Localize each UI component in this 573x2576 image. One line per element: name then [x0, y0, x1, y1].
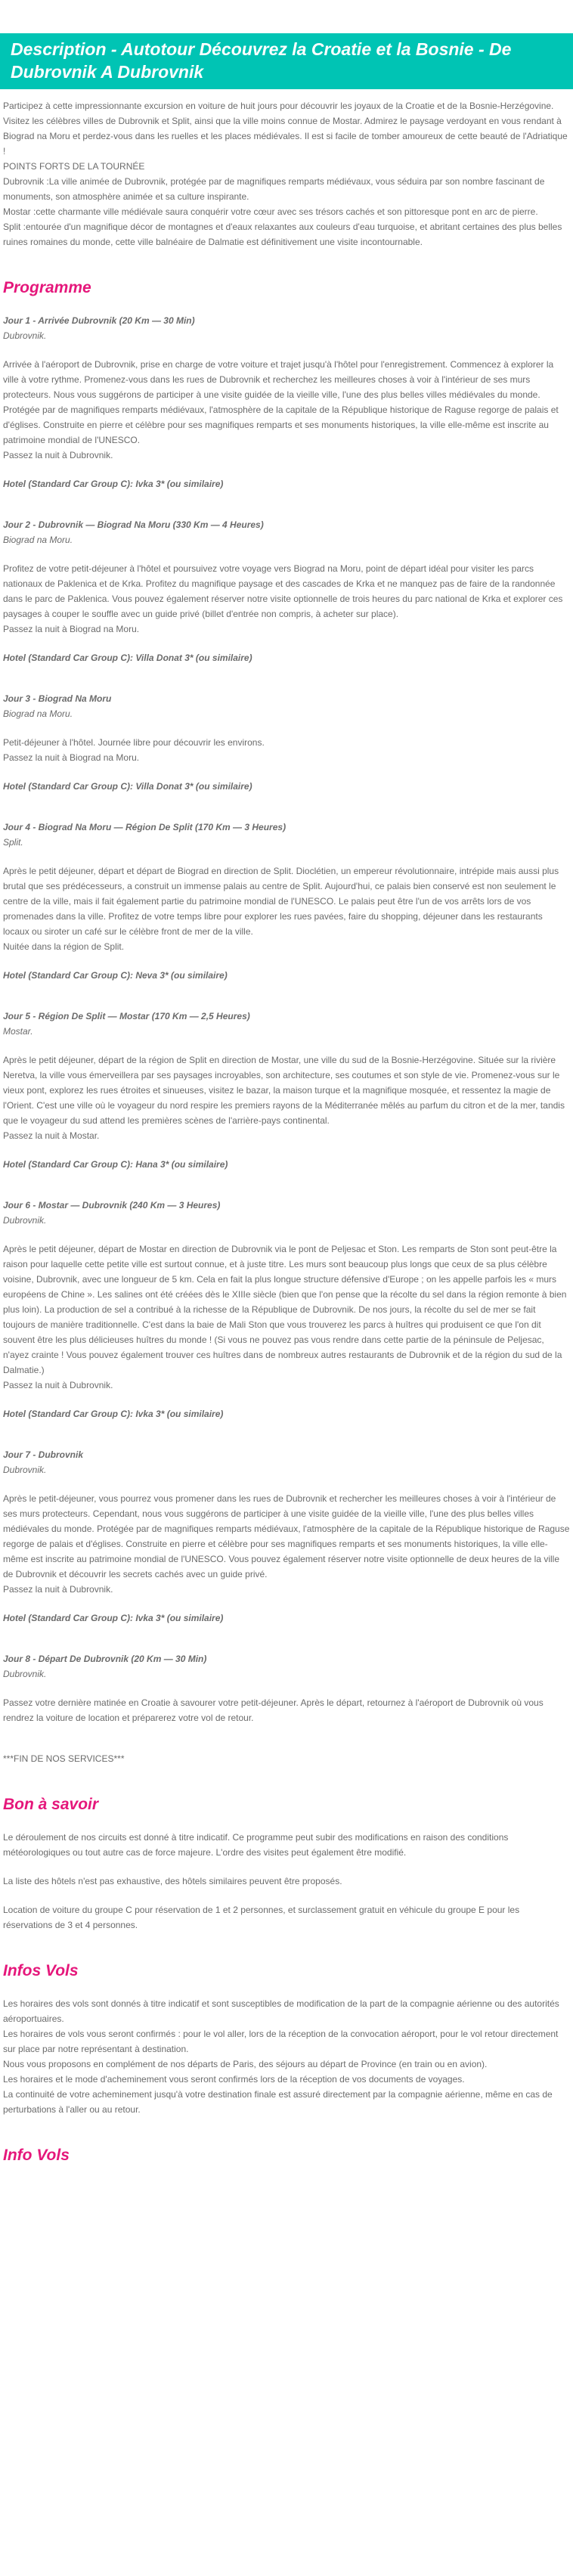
day-description [3, 1491, 570, 1597]
end-of-services-note: ***FIN DE NOS SERVICES*** [3, 1753, 125, 1764]
day-paragraph: Passez la nuit à Mostar. [3, 1130, 100, 1141]
day-title: Jour 4 - Biograd Na Moru — Région De Split (170 Km — 3 Heures) [3, 822, 286, 832]
day-description [3, 561, 570, 637]
day-location: Dubrovnik. [3, 1669, 47, 1679]
day-block [3, 1198, 570, 1421]
day-paragraph: Après le petit déjeuner, départ de la région de Split en direction de Mostar, une ville du sud de la Bosnie-Herzégovine. Située sur la rivière Neretva, la ville vous émerveillera par ses paysages incroyables, son architecture, ses coutumes et son style de vie. Promenez-vous sur le vieux pont, explorez les rues étroites et sinueuses, visitez le bazar, la maison turque et la magnifique mosquée, et ressentez la magie de l'Orient. C'est une ville où le voyageur du nord respire les premiers rayons de la Méditerranée mêlés au parfum du citron et de la mer, tandis que le voyageur du sud attend les premières scènes de l'arrière-pays continental. [3, 1055, 565, 1126]
day-location: Split. [3, 837, 23, 848]
infos-vols-section [3, 1996, 570, 2117]
day-block [3, 313, 570, 491]
day-description [3, 735, 570, 765]
day-title: Jour 5 - Région De Split — Mostar (170 Km — 2,5 Heures) [3, 1011, 250, 1021]
day-block [3, 517, 570, 665]
day-block [3, 1447, 570, 1626]
intro-highlight-split: Split :entourée d'un magnifique décor de montagnes et d'eaux relaxantes aux couleurs d'eau turquoise, et abritant certaines des plus belles ruines romaines du monde, cette ville balnéaire de Dalmatie est définitivement une visite incontournable. [3, 222, 562, 247]
day-paragraph: Passez votre dernière matinée en Croatie à savourer votre petit-déjeuner. Après le départ, retournez à l'aéroport de Dubrovnik où vous rendrez la voiture de location et préparerez votre vol de retour. [3, 1697, 544, 1723]
day-block [3, 1009, 570, 1172]
programme-days [3, 313, 570, 1725]
day-paragraph: Nuitée dans la région de Split. [3, 941, 125, 952]
day-location: Biograd na Moru. [3, 708, 73, 719]
infos-vols-paragraph: La continuité de votre acheminement jusqu'à votre destination finale est assuré directement par la compagnie aérienne, même en cas de perturbations à l'aller ou au retour. [3, 2089, 553, 2115]
intro-highlights-heading: POINTS FORTS DE LA TOURNÉE [3, 161, 145, 172]
day-block [3, 1651, 570, 1725]
day-paragraph: Profitez de votre petit-déjeuner à l'hôtel et poursuivez votre voyage vers Biograd na Moru, point de départ idéal pour visiter les parcs nationaux de Paklenica et de Krka. Profitez du magnifique paysage et des cascades de Krka et ne manquez pas de faire de la randonnée dans le parc de Paklenica. Vous pouvez également réserver notre visite optionnelle de trois heures du parc national de Krka et explorer ces paysages à couper le souffle avec un guide privé (billet d'entrée non compris, à acheter sur place). [3, 563, 563, 619]
intro-paragraph: Participez à cette impressionnante excursion en voiture de huit jours pour découvrir les joyaux de la Croatie et de la Bosnie-Herzégovine. Visitez les célèbres villes de Dubrovnik et Split, ainsi que la ville moins connue de Mostar. Admirez le paysage verdoyant en vous rendant à Biograd na Moru et perdez-vous dans les ruelles et les places médiévales. Il est si facile de tomber amoureux de cette beauté de l'Adriatique ! [3, 101, 568, 157]
day-paragraph: Petit-déjeuner à l'hôtel. Journée libre pour découvrir les environs. [3, 737, 265, 748]
day-description [3, 1695, 570, 1725]
intro-highlight-mostar: Mostar :cette charmante ville médiévale saura conquérir votre cœur avec ses trésors cachés et son pittoresque pont en arc de pierre. [3, 206, 538, 217]
day-paragraph: Arrivée à l'aéroport de Dubrovnik, prise en charge de votre voiture et trajet jusqu'à l'hôtel pour l'enregistrement. Commencez à explorer la ville à votre rythme. Promenez-vous dans les rues de Dubrovnik et recherchez les meilleures choses à voir à l'intérieur de ses murs protecteurs. Nous vous suggérons de participer à une visite guidée de la vieille ville, l'une des plus belles villes médiévales du monde. Protégée par de magnifiques remparts médiévaux, l'atmosphère de la capitale de la République historique de Raguse regorge de palais et d'églises. Construite en pierre et célèbre pour ses magnifiques remparts et ses monuments historiques, la ville elle-même est inscrite au patrimoine mondial de l'UNESCO. [3, 359, 559, 445]
content [0, 98, 573, 2211]
programme-heading: Programme [3, 279, 91, 296]
day-paragraph: Après le petit-déjeuner, vous pourrez vous promener dans les rues de Dubrovnik et rechercher les meilleures choses à voir à l'intérieur de ses murs protecteurs. Cependant, nous vous suggérons de participer à une visite guidée de la vieille ville, l'une des plus belles villes médiévales du monde. Protégée par de magnifiques remparts médiévaux, l'atmosphère de la capitale de la République historique de Raguse regorge de palais et d'églises. Construite en pierre et célèbre pour ses magnifiques remparts et ses monuments historiques, la ville elle-même est inscrite au patrimoine mondial de l'UNESCO. Vous pouvez également réserver notre visite optionnelle de deux heures de la ville de Dubrovnik et découvrir les secrets cachés avec un guide privé. [3, 1493, 570, 1579]
day-location: Dubrovnik. [3, 1215, 47, 1226]
day-hotel: Hotel (Standard Car Group C): Villa Donat 3* (ou similaire) [3, 781, 252, 792]
day-paragraph: Passez la nuit à Dubrovnik. [3, 1380, 113, 1390]
page-title: Description - Autotour Découvrez la Croatie et la Bosnie - De Dubrovnik A Dubrovnik [0, 33, 573, 89]
day-hotel: Hotel (Standard Car Group C): Ivka 3* (ou similaire) [3, 1613, 224, 1623]
page [0, 33, 573, 2211]
day-location: Dubrovnik. [3, 330, 47, 341]
infos-vols-paragraph: Nous vous proposons en complément de nos départs de Paris, des séjours au départ de Province (en train ou en avion). [3, 2059, 488, 2069]
day-paragraph: Passez la nuit à Biograd na Moru. [3, 752, 140, 763]
infos-vols-paragraph: Les horaires de vols vous seront confirmés : pour le vol aller, lors de la réception de la convocation aéroport, pour le vol retour directement sur place par notre représentant à destination. [3, 2029, 559, 2054]
infos-vols-paragraph: Les horaires et le mode d'acheminement vous seront confirmés lors de la réception de vos documents de voyages. [3, 2074, 465, 2085]
day-paragraph: Passez la nuit à Biograd na Moru. [3, 624, 140, 634]
day-block [3, 691, 570, 794]
bon-a-savoir-paragraph: La liste des hôtels n'est pas exhaustive, des hôtels similaires peuvent être proposés. [3, 1876, 342, 1886]
day-title: Jour 2 - Dubrovnik — Biograd Na Moru (330 Km — 4 Heures) [3, 519, 264, 530]
day-title: Jour 8 - Départ De Dubrovnik (20 Km — 30 Min) [3, 1654, 207, 1664]
day-hotel: Hotel (Standard Car Group C): Ivka 3* (ou similaire) [3, 1409, 224, 1419]
day-description [3, 863, 570, 954]
day-title: Jour 1 - Arrivée Dubrovnik (20 Km — 30 Min) [3, 315, 195, 326]
day-description [3, 1052, 570, 1143]
day-title: Jour 6 - Mostar — Dubrovnik (240 Km — 3 Heures) [3, 1200, 221, 1211]
day-hotel: Hotel (Standard Car Group C): Neva 3* (ou similaire) [3, 970, 228, 981]
day-location: Biograd na Moru. [3, 535, 73, 545]
info-vols-heading: Info Vols [3, 2147, 70, 2164]
day-hotel: Hotel (Standard Car Group C): Hana 3* (ou similaire) [3, 1159, 228, 1170]
day-hotel: Hotel (Standard Car Group C): Villa Donat 3* (ou similaire) [3, 653, 252, 663]
intro-section [3, 98, 570, 250]
day-description [3, 357, 570, 463]
day-location: Dubrovnik. [3, 1465, 47, 1475]
day-title: Jour 7 - Dubrovnik [3, 1449, 84, 1460]
bon-a-savoir-paragraph: Le déroulement de nos circuits est donné à titre indicatif. Ce programme peut subir des modifications en raison des conditions météorologiques ou tout autre cas de force majeure. L'ordre des visites peut également être modifié. [3, 1832, 509, 1858]
day-description [3, 1242, 570, 1393]
infos-vols-paragraph: Les horaires des vols sont donnés à titre indicatif et sont susceptibles de modification de la part de la compagnie aérienne ou des autorités aéroportuaires. [3, 1998, 559, 2024]
bon-a-savoir-heading: Bon à savoir [3, 1796, 99, 1813]
bon-a-savoir-paragraph: Location de voiture du groupe C pour réservation de 1 et 2 personnes, et surclassement gratuit en véhicule du groupe E pour les réservations de 3 et 4 personnes. [3, 1905, 520, 1930]
day-hotel: Hotel (Standard Car Group C): Ivka 3* (ou similaire) [3, 479, 224, 489]
day-block [3, 820, 570, 983]
day-paragraph: Après le petit déjeuner, départ et départ de Biograd en direction de Split. Dioclétien, un empereur révolutionnaire, intrépide mais aussi plus brutal que ses prédécesseurs, a construit un immense palais au centre de Split. Aujourd'hui, ce palais bien conservé est non seulement le centre de la ville, mais il fait également partie du patrimoine mondial de l'UNESCO. Le palais peut être l'un de vos arrêts lors de vos promenades dans la ville. Profitez de votre temps libre pour explorer les rues pavées, faire du shopping, déjeuner dans les restaurants locaux ou siroter un café sur le célèbre front de mer de la ville. [3, 866, 559, 937]
day-title: Jour 3 - Biograd Na Moru [3, 693, 112, 704]
day-paragraph: Passez la nuit à Dubrovnik. [3, 450, 113, 460]
day-location: Mostar. [3, 1026, 33, 1037]
day-paragraph: Passez la nuit à Dubrovnik. [3, 1584, 113, 1595]
intro-highlight-dubrovnik: Dubrovnik :La ville animée de Dubrovnik, protégée par de magnifiques remparts médiévaux, vous séduira par son nombre fascinant de monuments, son atmosphère animée et sa culture inspirante. [3, 176, 545, 202]
day-paragraph: Après le petit déjeuner, départ de Mostar en direction de Dubrovnik via le pont de Peljesac et Ston. Les remparts de Ston sont peut-être la raison pour laquelle cette petite ville est surtout connue, et à juste titre. Les murs sont beaucoup plus longs que ceux de sa plus célèbre voisine, Dubrovnik, avec une longueur de 5 km. Cela en fait la plus longue structure défensive d'Europe ; on les appelle parfois les « murs européens de Chine ». Les salines ont été créées dès le XIIIe siècle (bien que l'on pense que la récolte du sel dans la région remonte à bien plus loin). La production de sel a contribué à la richesse de la République de Dubrovnik. De nos jours, la récolte du sel de mer se fait toujours de manière traditionnelle. C'est dans la baie de Mali Ston que vous trouverez les parcs à huîtres qui produisent ce que l'on dit souvent être les plus délicieuses huîtres du monde ! (Si vous ne pouvez pas vous rendre dans cette partie de la péninsule de Peljesac, n'ayez crainte ! Vous pouvez également trouver ces huîtres dans de nombreux autres restaurants de Dubrovnik et de la région du sud de la Dalmatie.) [3, 1244, 567, 1375]
infos-vols-heading: Infos Vols [3, 1962, 79, 1979]
